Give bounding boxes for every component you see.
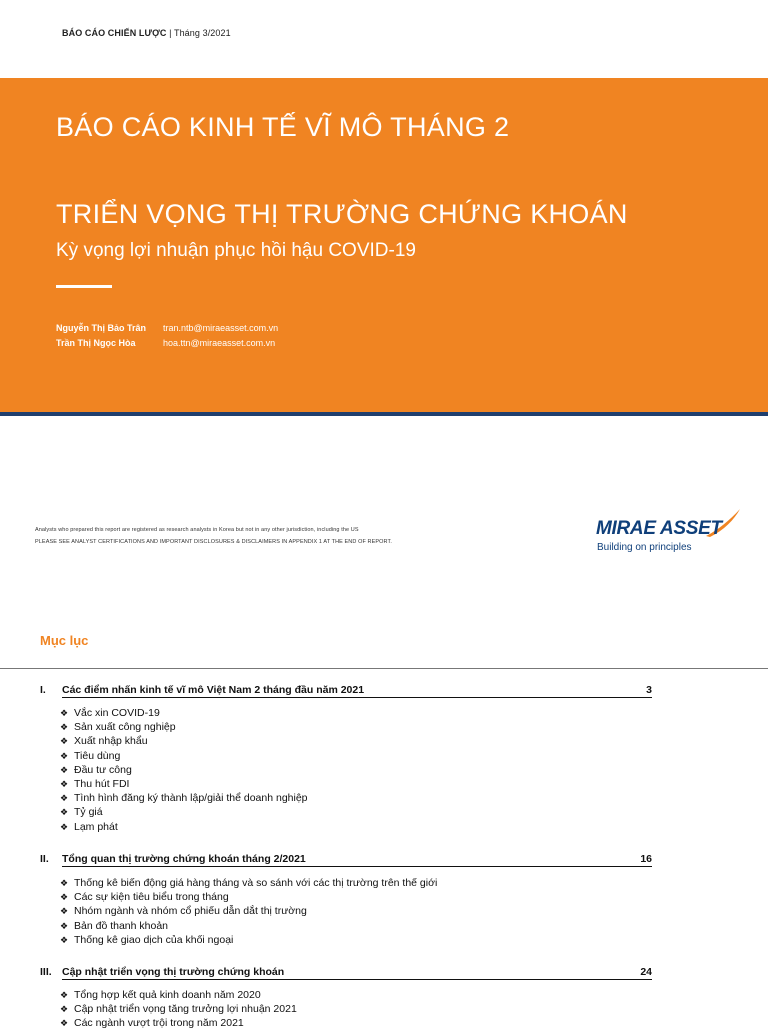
toc-item[interactable] bbox=[60, 919, 437, 933]
section-page: 16 bbox=[640, 853, 652, 865]
toc-item[interactable] bbox=[60, 706, 308, 720]
title-divider bbox=[56, 285, 112, 288]
toc-item[interactable] bbox=[60, 988, 297, 1002]
toc-item-label: Xuất nhập khẩu bbox=[74, 735, 148, 748]
author-name: Trần Thị Ngọc Hòa bbox=[56, 338, 136, 348]
diamond-bullet-icon: ❖ bbox=[60, 821, 69, 832]
report-title: BÁO CÁO KINH TẾ VĨ MÔ THÁNG 2 bbox=[56, 112, 510, 142]
toc-divider bbox=[0, 668, 768, 669]
section-number: I. bbox=[40, 684, 46, 696]
toc-heading: Mục lục bbox=[40, 633, 89, 648]
logo-wordmark: MIRAE ASSET bbox=[596, 518, 722, 539]
toc-item-label: Thu hút FDI bbox=[74, 777, 130, 790]
toc-item[interactable] bbox=[60, 876, 437, 890]
diamond-bullet-icon: ❖ bbox=[60, 920, 69, 931]
diamond-bullet-icon: ❖ bbox=[60, 878, 69, 888]
section-number: III. bbox=[40, 966, 52, 978]
diamond-bullet-icon: ❖ bbox=[60, 778, 69, 789]
toc-item-label: Tổng hợp kết quả kinh doanh năm 2020 bbox=[74, 989, 261, 1001]
diamond-bullet-icon: ❖ bbox=[60, 764, 69, 775]
section-title[interactable]: Các điểm nhấn kinh tế vĩ mô Việt Nam 2 tháng đầu năm 2021 bbox=[62, 684, 652, 698]
toc-item-label: Sản xuất công nghiệp bbox=[74, 721, 176, 734]
toc-item-label: Thống kê giao dịch của khối ngoại bbox=[74, 933, 234, 946]
analyst-disclaimer: Analysts who prepared this report are registered as research analysts in Korea but not in any other jurisdiction, including the US bbox=[35, 527, 359, 533]
toc-item[interactable] bbox=[60, 791, 308, 805]
toc-item[interactable] bbox=[60, 777, 308, 791]
toc-item-label: Lạm phát bbox=[74, 820, 118, 833]
section-page: 24 bbox=[640, 966, 652, 978]
section-number: II. bbox=[40, 853, 49, 865]
disclosure-notice: PLEASE SEE ANALYST CERTIFICATIONS AND IMPORTANT DISCLOSURES & DISCLAIMERS IN APPENDIX 1 AT THE END OF REPORT. bbox=[35, 539, 392, 545]
section-page: 3 bbox=[646, 684, 652, 696]
toc-item[interactable] bbox=[60, 904, 437, 918]
diamond-bullet-icon: ❖ bbox=[60, 708, 69, 718]
diamond-bullet-icon: ❖ bbox=[60, 750, 69, 761]
toc-item-label: Nhóm ngành và nhóm cổ phiếu dẫn dắt thị trường bbox=[74, 905, 307, 918]
toc-item-label: Đầu tư công bbox=[74, 763, 132, 776]
toc-item[interactable] bbox=[60, 805, 308, 819]
toc-item-label: Vắc xin COVID-19 bbox=[74, 707, 160, 719]
toc-item[interactable] bbox=[60, 890, 437, 904]
diamond-bullet-icon: ❖ bbox=[60, 906, 69, 917]
author-email[interactable]: hoa.ttn@miraeasset.com.vn bbox=[163, 338, 276, 348]
toc-item[interactable] bbox=[60, 820, 308, 834]
section-title[interactable]: Cập nhật triển vọng thị trường chứng khoán bbox=[62, 966, 652, 980]
toc-item-list bbox=[60, 988, 297, 1031]
toc-item[interactable] bbox=[60, 763, 308, 777]
toc-item-label: Tỷ giá bbox=[74, 806, 103, 819]
report-subtitle: Kỳ vọng lợi nhuận phục hồi hậu COVID-19 bbox=[56, 240, 416, 261]
diamond-bullet-icon: ❖ bbox=[60, 807, 69, 818]
toc-item[interactable] bbox=[60, 720, 308, 734]
toc-item[interactable] bbox=[60, 749, 308, 763]
toc-item-label: Tiêu dùng bbox=[74, 749, 121, 762]
report-type: BÁO CÁO CHIẾN LƯỢC bbox=[62, 28, 167, 38]
title-banner bbox=[0, 78, 768, 416]
toc-item-list bbox=[60, 706, 308, 834]
diamond-bullet-icon: ❖ bbox=[60, 1004, 69, 1015]
diamond-bullet-icon: ❖ bbox=[60, 736, 69, 747]
mirae-asset-logo bbox=[596, 508, 746, 558]
toc-item-label: Tình hình đăng ký thành lập/giải thể doanh nghiệp bbox=[74, 792, 308, 805]
header-separator: | bbox=[169, 28, 172, 38]
toc-item-label: Các ngành vượt trội trong năm 2021 bbox=[74, 1017, 244, 1030]
diamond-bullet-icon: ❖ bbox=[60, 722, 69, 733]
toc-item[interactable] bbox=[60, 1002, 297, 1016]
page-header bbox=[62, 28, 231, 38]
diamond-bullet-icon: ❖ bbox=[60, 990, 69, 1000]
report-main-title: TRIỂN VỌNG THỊ TRƯỜNG CHỨNG KHOÁN bbox=[56, 199, 628, 229]
diamond-bullet-icon: ❖ bbox=[60, 934, 69, 945]
report-date: Tháng 3/2021 bbox=[173, 28, 231, 38]
section-title[interactable]: Tổng quan thị trường chứng khoán tháng 2/2021 bbox=[62, 853, 652, 867]
toc-item[interactable] bbox=[60, 1016, 297, 1030]
author-name: Nguyễn Thị Bảo Trân bbox=[56, 323, 147, 333]
logo-tagline: Building on principles bbox=[597, 542, 692, 553]
diamond-bullet-icon: ❖ bbox=[60, 892, 69, 903]
toc-item-list bbox=[60, 876, 437, 947]
toc-item-label: Thống kê biến động giá hàng tháng và so sánh với các thị trường trên thế giới bbox=[74, 877, 438, 889]
toc-item[interactable] bbox=[60, 734, 308, 748]
toc-item-label: Bản đồ thanh khoản bbox=[74, 919, 168, 932]
diamond-bullet-icon: ❖ bbox=[60, 793, 69, 804]
toc-item-label: Các sự kiện tiêu biểu trong tháng bbox=[74, 891, 229, 904]
author-email[interactable]: tran.ntb@miraeasset.com.vn bbox=[163, 323, 279, 333]
toc-item[interactable] bbox=[60, 933, 437, 947]
toc-item-label: Cập nhật triển vọng tăng trưởng lợi nhuận 2021 bbox=[74, 1003, 297, 1016]
diamond-bullet-icon: ❖ bbox=[60, 1018, 69, 1029]
